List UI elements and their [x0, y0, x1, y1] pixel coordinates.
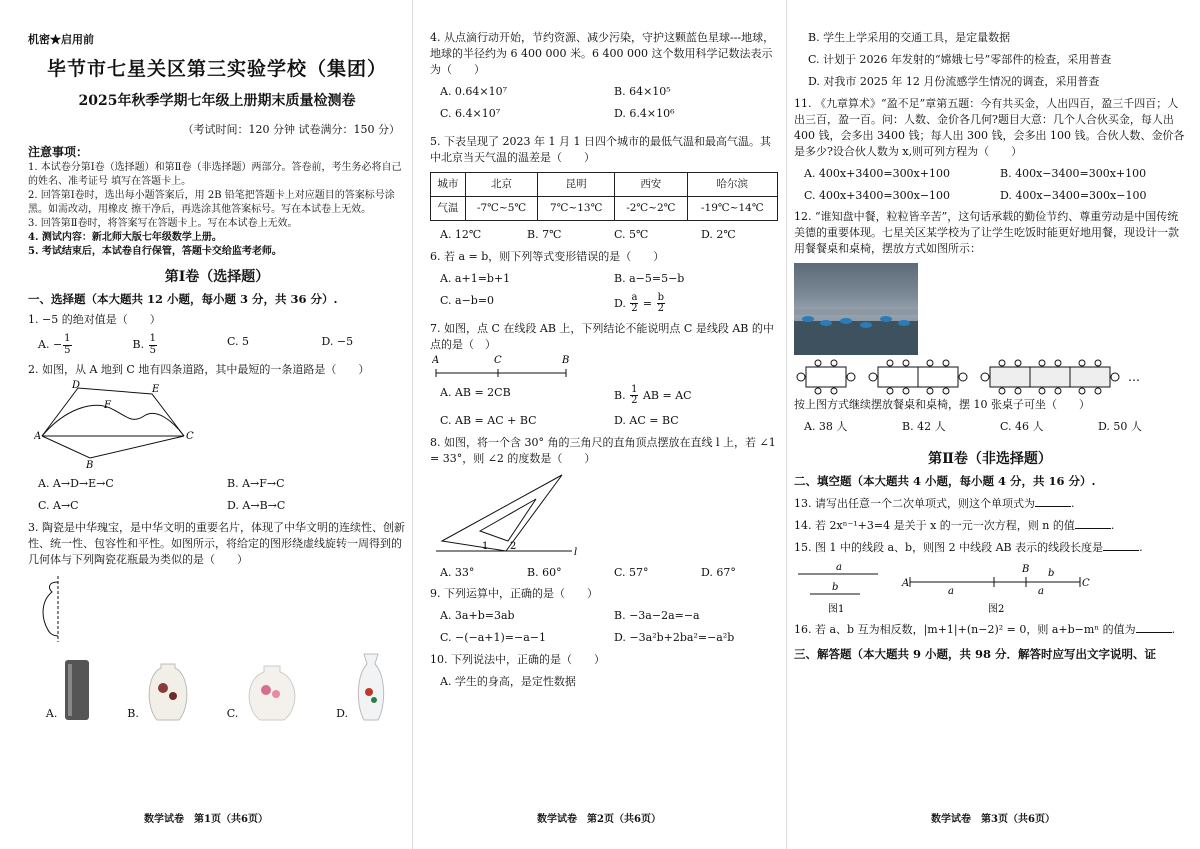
- question-stem: 3. 陶瓷是中华瑰宝，是中华文明的重要名片，体现了中华文明的连续性、创新性、统一性、包容性和平性。如图所示，将给定的图形绕虚线旋转一周得到的几何体与下列陶瓷花瓶最为类似的是（ ）: [28, 520, 405, 566]
- note-item: 5. 考试结束后，本试卷自行保管，答题卡交给监考老师。: [28, 246, 282, 258]
- option-c: C. 计划于 2026 年发射的“嫦娥七号”零部件的检查，采用普查: [808, 52, 1112, 66]
- fraction: $\frac{a}{2}$: [631, 291, 638, 315]
- option-a: A. 12℃: [440, 228, 482, 241]
- option-b: B. 42 人: [902, 420, 946, 434]
- section1-heading: 一、选择题（本大题共 12 小题，每小题 3 分，共 36 分）.: [28, 292, 338, 307]
- option-c: C. 400x+3400=300x−100: [804, 188, 951, 202]
- jar-vase-icon: [244, 664, 300, 722]
- school-name: 毕节市七星关区第三实验学校（集团）: [46, 57, 387, 80]
- table-cell: -2℃~2℃: [615, 196, 688, 220]
- option-a: A. 学生的身高，是定性数据: [440, 675, 576, 689]
- question-13: 13. 请写出任意一个二次单项式，则这个单项式为 .: [794, 497, 1075, 511]
- point-a-label: A: [902, 577, 910, 589]
- option-c: C. 57°: [614, 565, 649, 579]
- segments-figure: [798, 560, 1098, 616]
- question-8: [430, 435, 778, 587]
- option-a: A. AB = 2CB: [440, 385, 511, 399]
- question-stem: 9. 下列运算中，正确的是（ ）: [430, 587, 598, 601]
- question-7: [430, 321, 778, 435]
- dining-hall-photo: [794, 263, 918, 355]
- option-d: D. 2℃: [701, 228, 736, 241]
- option-d: D. −3a²b+2ba²=−a²b: [614, 631, 735, 645]
- option-d: D. −5: [321, 335, 354, 349]
- option-d: D. 50 人: [1098, 420, 1142, 434]
- table-cell: 西安: [615, 172, 688, 196]
- option-b: B. 64×10⁵: [614, 84, 671, 98]
- table-cell: -7℃~5℃: [465, 196, 538, 220]
- option-b: B. $\frac{1}{2}$ AB = AC: [614, 383, 692, 407]
- options: [28, 334, 406, 362]
- page-1-column: [0, 0, 412, 849]
- question-stem: 1. −5 的绝对值是（ ）: [28, 313, 161, 327]
- table-cell: 哈尔滨: [687, 172, 777, 196]
- part1-title: 第Ⅰ卷（选择题）: [164, 269, 270, 286]
- option-b: B. A→F→C: [227, 476, 285, 490]
- point-d-label: D: [72, 379, 81, 391]
- cylinder-vase-icon: [63, 658, 91, 722]
- question-stem: 6. 若 a = b，则下列等式变形错误的是（ ）: [430, 249, 665, 263]
- question-10: [430, 652, 778, 690]
- exam-title: 2025年秋季学期七年级上册期末质量检测卷: [78, 93, 356, 110]
- table-row: [431, 196, 778, 220]
- option-d: D.: [336, 652, 388, 722]
- option-b: B. 学生上学采用的交通工具，是定量数据: [808, 31, 1011, 44]
- point-e-label: E: [152, 383, 160, 395]
- option-d: D. $\frac{a}{2}$ = $\frac{b}{2}$: [614, 291, 665, 315]
- option-c: C. 5: [227, 335, 250, 349]
- option-a: A. 3a+b=3ab: [440, 609, 515, 623]
- question-stem: 5. 下表呈现了 2023 年 1 月 1 日四个城市的最低气温和最高气温。其中北京当天气温的温差是（ ）: [430, 134, 771, 164]
- question-9: [430, 586, 778, 652]
- notes-title: 注意事项：: [28, 144, 89, 159]
- page-footer: 数学试卷 第1页（共6页）: [144, 813, 268, 825]
- point-a-label: A: [34, 430, 42, 442]
- question-11: [794, 96, 1186, 210]
- temperature-table: [430, 172, 778, 221]
- fraction: $\frac{1}{5}$: [64, 333, 71, 356]
- segment-a-label: a: [836, 561, 842, 573]
- point-c-label: C: [186, 430, 194, 442]
- segment-b-label: b: [832, 581, 839, 593]
- option-a: A. A→D→E→C: [38, 476, 114, 490]
- question-2: [28, 362, 406, 520]
- point-b-label: B: [86, 459, 94, 470]
- note-item: 3. 回答第Ⅱ卷时，将答案写在答题卡上。写在本试卷上无效。: [28, 218, 298, 230]
- option-b: B. 60°: [527, 565, 562, 579]
- table-cell: -19℃~14℃: [687, 196, 777, 220]
- question-stem-2: 按上图方式继续摆放餐桌和桌椅，摆 10 张桌子可坐（ ）: [794, 398, 1090, 412]
- table-arrangement-figure: [794, 359, 1164, 395]
- question-stem: 7. 如图，点 C 在线段 AB 上，下列结论不能说明点 C 是线段 AB 的中点的是（ ）: [430, 321, 774, 351]
- option-b: B. $\frac{1}{5}$: [132, 333, 156, 356]
- table-header-row: [431, 172, 778, 196]
- question-15: 15. 图 1 中的线段 a、b，则图 2 中线段 AB 表示的线段长度是 .: [794, 540, 1143, 554]
- option-b: B.: [127, 662, 191, 722]
- page-3-column: [786, 0, 1200, 849]
- question-stem: 10. 下列说法中，正确的是（ ）: [430, 653, 605, 667]
- page-footer: 数学试卷 第3页（共6页）: [931, 813, 1055, 825]
- segment-a-label: a: [948, 585, 954, 597]
- roads-figure: [34, 380, 204, 470]
- options: [28, 476, 406, 520]
- option-b: B. −3a−2a=−a: [614, 609, 700, 623]
- option-b: B. 7℃: [527, 228, 562, 241]
- angle-2-label: 2: [510, 540, 517, 552]
- option-d: D. 400x−3400=300x−100: [1000, 188, 1147, 202]
- option-d: D. A→B→C: [227, 498, 286, 512]
- figure-1-label: 图1: [828, 603, 845, 615]
- option-c: C. AB = AC + BC: [440, 413, 537, 427]
- point-a-label: A: [432, 354, 440, 366]
- segment-a-label: a: [1038, 585, 1044, 597]
- question-stem: 12. “谁知盘中餐，粒粒皆辛苦”，这句话承载的勤俭节约、尊重劳动是中国传统美德的重要体现。七星关区某学校为了让学生吃饭时能更好地用餐，现设计一款用餐餐桌和桌椅，摆放方式如图所示：: [794, 210, 1179, 256]
- question-14: 14. 若 2xⁿ⁻¹+3=4 是关于 x 的一元一次方程，则 n 的值 .: [794, 519, 1115, 533]
- option-c: C. a−b=0: [440, 293, 495, 307]
- question-stem: 8. 如图，将一个含 30° 角的三角尺的直角顶点摆放在直线 l 上，若 ∠1 = 33°，则 ∠2 的度数是（ ）: [430, 435, 776, 465]
- options: [430, 227, 778, 249]
- note-item: 2. 回答第Ⅰ卷时，选出每小题答案后，用 2B 铅笔把答题卡上对应题目的答案标号涂黑。如需改动，用橡皮 擦干净后，再选涂其他答案标号。写在本试卷上无效。: [28, 190, 395, 216]
- part2-title: 第Ⅱ卷（非选择题）: [928, 451, 1052, 468]
- option-c: C.: [227, 664, 301, 722]
- segment-b-label: b: [1048, 567, 1055, 579]
- figure-2-label: 图2: [988, 603, 1005, 615]
- page-2-column: [412, 0, 786, 849]
- point-b-label: B: [562, 354, 570, 366]
- options: [430, 608, 778, 652]
- ellipsis: …: [1128, 370, 1140, 385]
- round-vase-icon: [145, 662, 191, 722]
- confidential-mark: 机密★启用前: [28, 33, 94, 46]
- option-a: A. 38 人: [804, 420, 848, 434]
- question-5: [430, 134, 778, 249]
- question-3: [28, 520, 406, 722]
- options: [430, 271, 778, 321]
- page-footer: 数学试卷 第2页（共6页）: [537, 813, 661, 825]
- point-b-label: B: [1022, 563, 1030, 575]
- question-stem: 2. 如图，从 A 地到 C 地有四条道路，其中最短的一条道路是（ ）: [28, 363, 370, 377]
- triangle-ruler-figure: [436, 469, 586, 559]
- question-1: [28, 312, 406, 362]
- table-cell: 北京: [465, 172, 538, 196]
- option-a: A.: [46, 658, 91, 722]
- section3-heading: 三、解答题（本大题共 9 小题，共 98 分．解答时应写出文字说明、证: [794, 646, 1157, 661]
- question-stem: 11. 《九章算术》“盈不足”章第五题：今有共买金，人出四百，盈三千四百；人出三百，盈一百。问：人数、金价各几何?题目大意：几个人合伙买金，每人出 400 钱，会多出 3400 钱；每人出 300 钱，会多出 100 钱。合伙人数、金价各是多少?设合伙人数为 x,则可列方程为（ ）: [794, 96, 1185, 158]
- options: [794, 419, 1186, 441]
- fraction: $\frac{1}{5}$: [149, 333, 156, 356]
- option-c: C. 46 人: [1000, 420, 1044, 434]
- table-cell: 昆明: [538, 172, 615, 196]
- question-4: [430, 30, 778, 128]
- point-c-label: C: [494, 354, 502, 366]
- question-stem: 4. 从点滴行动开始，节约资源、减少污染，守护这颗蓝色星球---地球，地球的半径约为 6 400 000 米。6 400 000 这个数用科学记数法表示为（ ）: [430, 31, 775, 76]
- options: [430, 565, 778, 587]
- note-item: 1. 本试卷分第Ⅰ卷（选择题）和第Ⅱ卷（非选择题）两部分。答卷前，考生务必将自己的姓名、准考证号 填写在答题卡上。: [28, 162, 402, 188]
- option-b: B. a−5=5−b: [614, 271, 685, 285]
- fraction: $\frac{b}{2}$: [657, 291, 665, 315]
- rotation-shape-figure: [38, 574, 78, 644]
- question-6: [430, 249, 778, 321]
- table-cell: 气温: [431, 196, 466, 220]
- option-a: A. 0.64×10⁷: [440, 84, 508, 98]
- question-12: [794, 209, 1186, 441]
- option-c: C. −(−a+1)=−a−1: [440, 631, 547, 645]
- exam-info: （考试时间：120 分钟 试卷满分：150 分）: [182, 122, 400, 136]
- segment-figure: [432, 353, 582, 379]
- option-d: D. 67°: [701, 565, 736, 579]
- option-a: A. 33°: [440, 565, 475, 579]
- options: [430, 84, 778, 128]
- vase-options: [28, 652, 406, 722]
- options: [794, 166, 1186, 210]
- option-c: C. 6.4×10⁷: [440, 106, 501, 120]
- fraction: $\frac{1}{2}$: [631, 383, 638, 407]
- option-a: A. a+1=b+1: [440, 271, 511, 285]
- option-a: A. 400x+3400=300x+100: [804, 166, 950, 180]
- line-l-label: l: [574, 546, 578, 558]
- point-c-label: C: [1082, 577, 1090, 589]
- note-item: 4. 测试内容：新北师大版七年级数学上册。: [28, 232, 222, 244]
- options: [430, 385, 778, 435]
- point-f-label: F: [104, 399, 111, 411]
- option-d: D. AC = BC: [614, 413, 679, 427]
- option-d: D. 对我市 2025 年 12 月份流感学生情况的调查，采用普查: [808, 74, 1100, 88]
- table-cell: 7℃~13℃: [538, 196, 615, 220]
- option-c: C. A→C: [38, 498, 79, 512]
- option-b: B. 400x−3400=300x+100: [1000, 166, 1147, 180]
- option-a: A. − $\frac{1}{5}$: [38, 333, 71, 356]
- section2-heading: 二、填空题（本大题共 4 小题，每小题 4 分，共 16 分）.: [794, 474, 1096, 489]
- tall-vase-icon: [354, 652, 388, 722]
- table-cell: 城市: [431, 172, 466, 196]
- option-c: C. 5℃: [614, 228, 649, 241]
- angle-1-label: 1: [482, 540, 489, 552]
- question-16: 16. 若 a、b 互为相反数，|m+1|+(n−2)² = 0，则 a+b−mⁿ 的值为 .: [794, 622, 1176, 636]
- option-d: D. 6.4×10⁶: [614, 106, 675, 120]
